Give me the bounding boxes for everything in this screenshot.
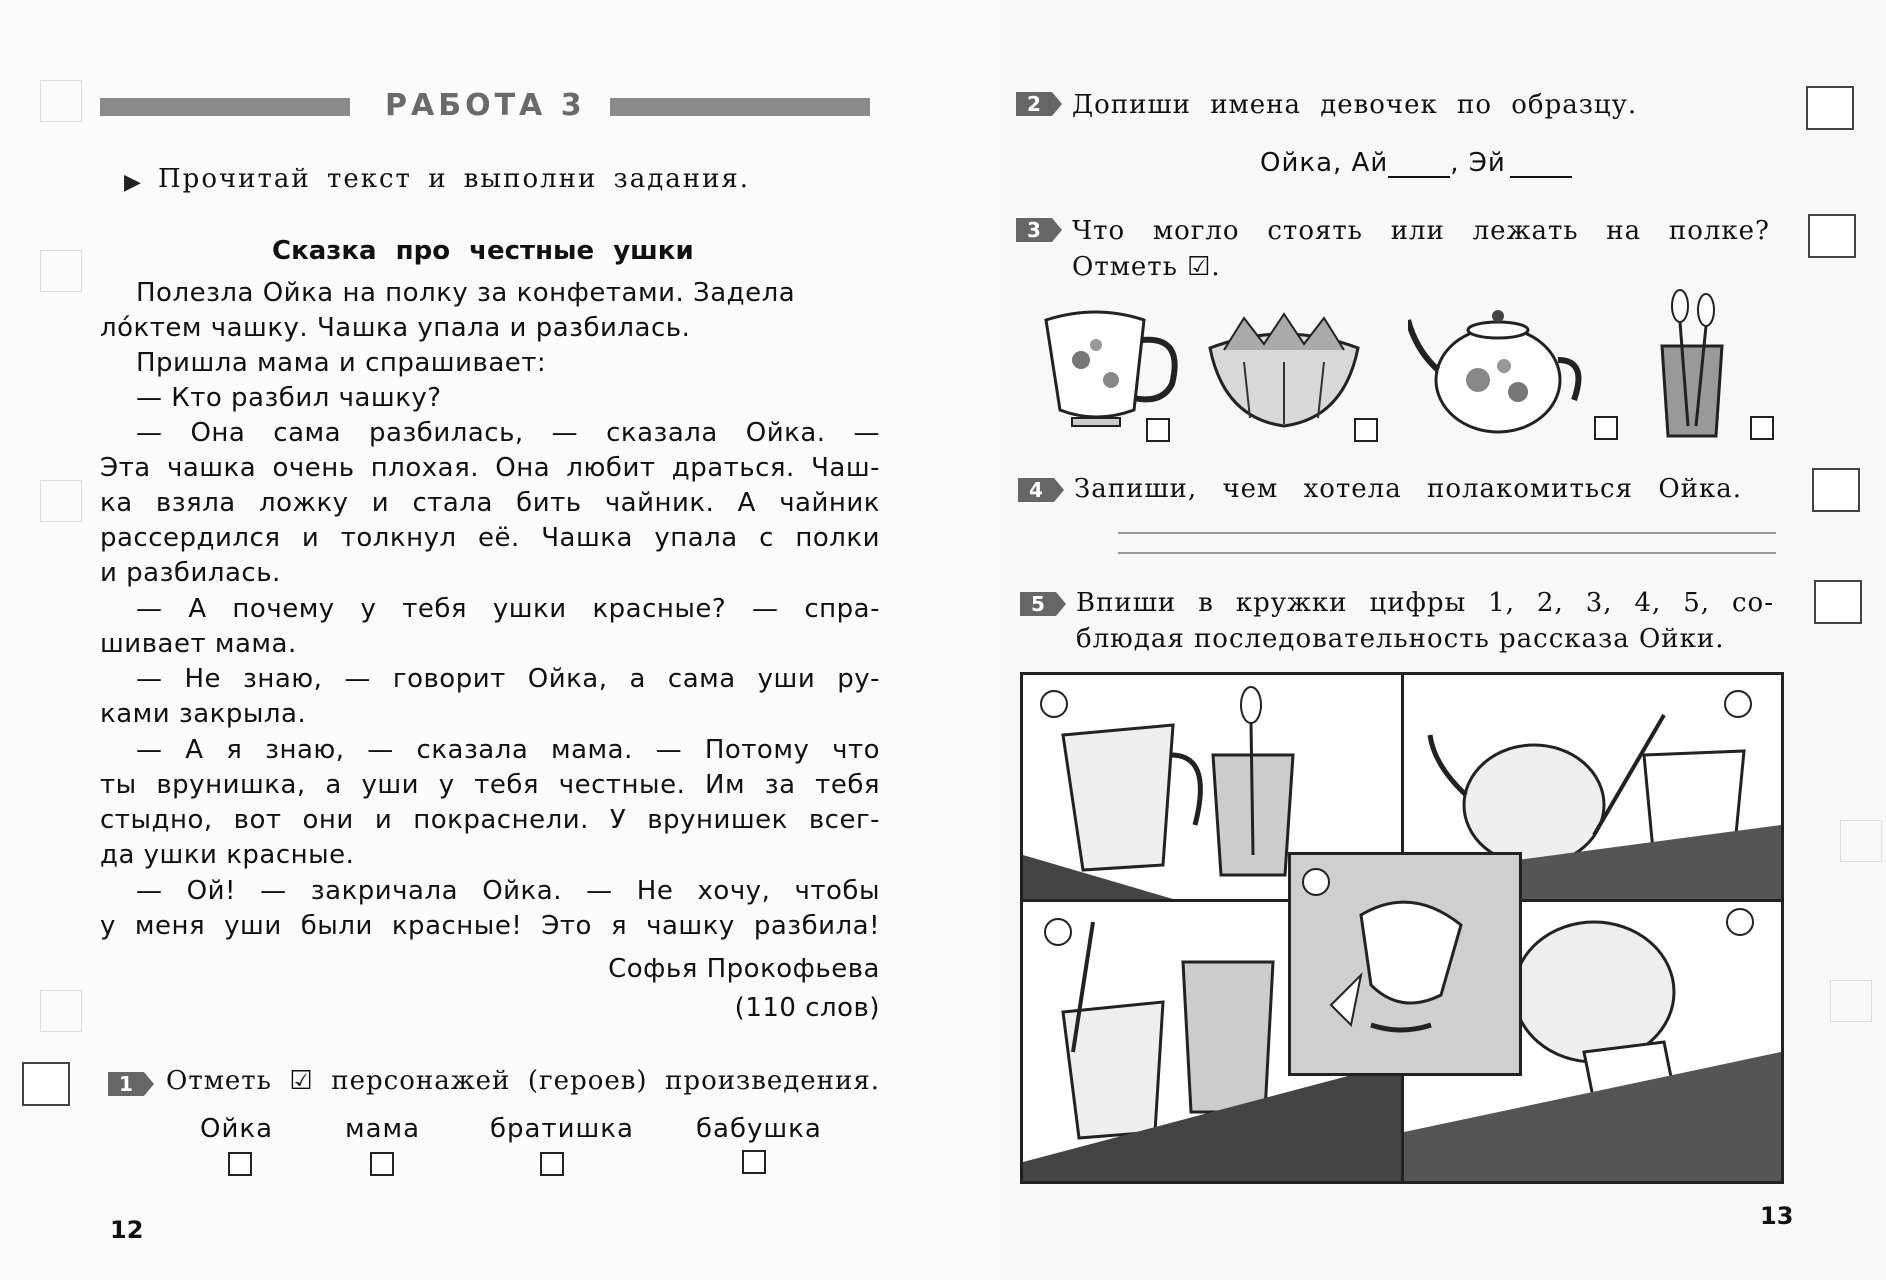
order-circle-3[interactable] [1044, 918, 1072, 946]
story-line: и разбилась. [100, 558, 281, 588]
task2-sample [1260, 148, 1572, 178]
instruction-arrow-icon: ▶ [124, 170, 141, 195]
checkbox-candy-bowl[interactable] [1354, 418, 1378, 442]
story-line: стыдно, вот они и покраснели. У врунишек всег- [100, 805, 880, 835]
checkbox-spoon-glass[interactable] [1750, 416, 1774, 440]
story-line: ка взяла ложку и стала бить чайник. А чайник [100, 488, 880, 518]
order-circle-5[interactable] [1302, 868, 1330, 896]
name-fill-line-1[interactable] [1388, 176, 1450, 178]
option-label: братишка [490, 1114, 634, 1144]
page-title: РАБОТА 3 [385, 88, 586, 123]
option-label: мама [345, 1114, 421, 1144]
task4-text: Запиши, чем хотела полакомиться Ойка. [1074, 474, 1742, 504]
order-circle-2[interactable] [1724, 690, 1752, 718]
spoon-glass-image [1642, 286, 1742, 440]
faint-margin-box [1830, 980, 1872, 1022]
option-label: бабушка [696, 1114, 822, 1144]
margin-score-box[interactable] [1812, 468, 1860, 512]
header-band-left [100, 98, 350, 116]
checkbox-mama[interactable] [370, 1152, 394, 1176]
margin-score-box[interactable] [22, 1062, 70, 1106]
story-line: — Кто разбил чашку? [136, 383, 442, 413]
checkbox-oika[interactable] [228, 1152, 252, 1176]
task2-text: Допиши имена девочек по образцу. [1072, 90, 1638, 120]
candy-bowl-image [1204, 300, 1364, 440]
story-line: рассердился и толкнул её. Чашка упала с полки [100, 523, 880, 553]
story-line: — А почему у тебя ушки красные? — спра- [136, 594, 880, 624]
story-title: Сказка про честные ушки [272, 236, 694, 266]
story-line: — Ой! — закричала Ойка. — Не хочу, чтобы [136, 876, 880, 906]
story-line: Пришла мама и спрашивает: [136, 348, 547, 378]
task2-sample-mid: , Эй [1450, 148, 1506, 178]
task5-text-line2: блюдая последовательность рассказа Ойки. [1076, 624, 1725, 654]
faint-margin-box [40, 80, 82, 122]
story-author: Софья Прокофьева [608, 954, 880, 984]
task-number-badge: 1 [108, 1072, 144, 1096]
story-line: шивает мама. [100, 629, 297, 659]
task-number-badge: 2 [1016, 92, 1052, 116]
answer-write-line[interactable] [1118, 532, 1776, 534]
instruction-text: Прочитай текст и выполни задания. [158, 164, 751, 194]
page-number: 12 [110, 1216, 144, 1244]
order-circle-4[interactable] [1726, 908, 1754, 936]
story-line: у меня уши были красные! Это я чашку разбила! [100, 911, 880, 941]
checkbox-cup[interactable] [1146, 418, 1170, 442]
story-line: — А я знаю, — сказала мама. — Потому что [136, 735, 880, 765]
checkbox-bratishka[interactable] [540, 1152, 564, 1176]
margin-score-box[interactable] [1814, 580, 1862, 624]
faint-margin-box [1840, 820, 1882, 862]
story-line: ты врунишка, а уши у тебя честные. Им за тебя [100, 770, 880, 800]
task-number-badge: 5 [1020, 592, 1056, 616]
answer-write-line[interactable] [1118, 552, 1776, 554]
faint-margin-box [40, 480, 82, 522]
task5-text-line1: Впиши в кружки цифры 1, 2, 3, 4, 5, со- [1076, 588, 1774, 618]
faint-margin-box [40, 250, 82, 292]
story-line: — Не знаю, — говорит Ойка, а сама уши ру- [136, 664, 880, 694]
story-line: Эта чашка очень плохая. Она любит драться. Чаш- [100, 453, 880, 483]
name-fill-line-2[interactable] [1510, 176, 1572, 178]
task-number-badge: 4 [1018, 478, 1054, 502]
checkbox-babushka[interactable] [742, 1150, 766, 1174]
page-number: 13 [1760, 1202, 1794, 1230]
story-line: да ушки красные. [100, 840, 355, 870]
story-line: — Она сама разбилась, — сказала Ойка. — [136, 418, 880, 448]
story-line: ками закрыла. [100, 699, 307, 729]
story-line: лóктем чашку. Чашка упала и разбилась. [100, 313, 691, 343]
faint-margin-box [40, 990, 82, 1032]
margin-score-box[interactable] [1806, 86, 1854, 130]
task-number-badge: 3 [1016, 218, 1052, 242]
option-label: Ойка [200, 1114, 273, 1144]
task2-sample-start: Ойка, Ай [1260, 148, 1389, 178]
checkbox-teapot[interactable] [1594, 416, 1618, 440]
teapot-image [1408, 280, 1588, 440]
margin-score-box[interactable] [1808, 214, 1856, 258]
order-circle-1[interactable] [1040, 690, 1068, 718]
task3-text-line2: Отметь ☑. [1072, 252, 1221, 282]
task1-text: Отметь ☑ персонажей (героев) произведения. [166, 1066, 880, 1096]
story-line: Полезла Ойка на полку за конфетами. Задела [136, 278, 796, 308]
story-word-count: (110 слов) [734, 993, 880, 1023]
header-band-right [610, 98, 870, 116]
task3-text-line1: Что могло стоять или лежать на полке? [1072, 216, 1770, 246]
